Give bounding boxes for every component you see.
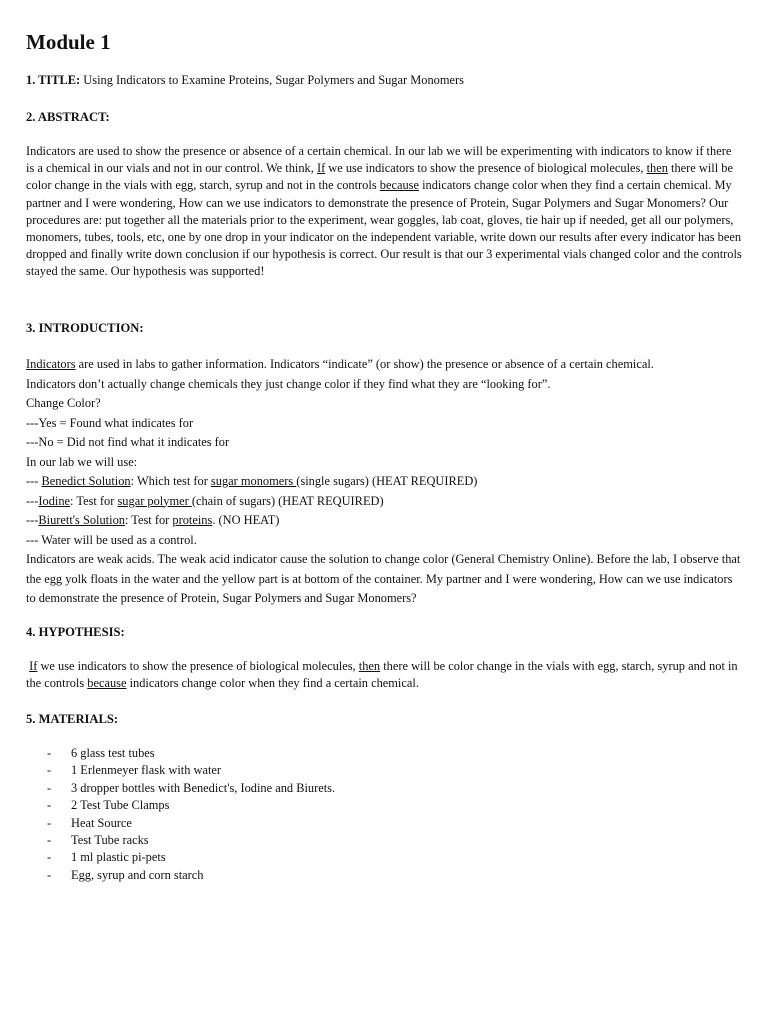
intro-iodine-line: ---Iodine: Test for sugar polymer (chain of sugars) (HEAT REQUIRED) bbox=[26, 493, 384, 508]
list-item: - Egg, syrup and corn starch bbox=[47, 867, 204, 882]
materials-list-container bbox=[26, 745, 746, 884]
abstract-heading: 2. ABSTRACT: bbox=[26, 110, 110, 124]
hypothesis-paragraph: If we use indicators to show the presence of biological molecules, then there will be color change in the vials with egg, starch, syrup and not in the controls because indicators change color when they find a certain chemical. bbox=[26, 659, 738, 691]
intro-line-5: ---No = Did not find what it indicates for bbox=[26, 435, 230, 449]
list-item: - 1 ml plastic pi-pets bbox=[47, 850, 166, 865]
abstract-if: If bbox=[316, 161, 326, 176]
materials-list bbox=[26, 745, 746, 884]
list-item: - 2 Test Tube Clamps bbox=[47, 798, 170, 813]
hypothesis-heading: 4. HYPOTHESIS: bbox=[26, 625, 125, 639]
intro-benedict-line: --- Benedict Solution: Which test for sugar monomers (single sugars) (HEAT REQUIRED) bbox=[26, 474, 478, 488]
intro-closing-paragraph: Indicators are weak acids. The weak acid indicator cause the solution to change color (General Chemistry Online). Before the lab, I observe that the egg yolk floats in the water and the yellow part is at bottom of the container. My partner and I were wondering, How can we use indicators to demonstrate the presence of Protein, Sugar Polymers and Sugar Monomers? bbox=[26, 552, 741, 605]
list-item: - Test Tube racks bbox=[47, 833, 149, 848]
hypothesis-because: because bbox=[87, 676, 127, 691]
hypothesis-then: then bbox=[358, 659, 381, 673]
abstract-paragraph: Indicators are used to show the presence or absence of a certain chemical. In our lab we will be experimenting with indicators to know if there is a chemical in our vials and not in our control. We think, If we use indicators to show the presence of biological molecules, then there will be color change in the vials with egg, starch, syrup and not in the controls because indicators change color when they find a certain chemical. My partner and I were wondering, How can we use indicators to demonstrate the presence of Protein, Sugar Polymers and Sugar Monomers? Our procedures are: put together all the materials prior to the experiment, wear goggles, lab coat, gloves, tie hair up if needed, get all our polymers, monomers, tubes, tools, etc, one by one drop in your indicator on the independent variable, write down our results after every indicator has been dropped and finally write down conclusion if our hypothesis is correct. Our result is that our 3 experimental vials changed color and the controls stayed the same. Our hypothesis was supported! bbox=[26, 144, 742, 279]
materials-heading: 5. MATERIALS: bbox=[26, 712, 119, 726]
abstract-because: because bbox=[379, 178, 419, 193]
intro-line-4: ---Yes = Found what indicates for bbox=[26, 415, 194, 430]
introduction-heading: 3. INTRODUCTION: bbox=[26, 321, 144, 335]
title-section bbox=[26, 72, 746, 89]
title-text: Using Indicators to Examine Proteins, Sugar Polymers and Sugar Monomers bbox=[83, 73, 464, 87]
abstract-then: then bbox=[646, 161, 668, 176]
list-item: - 1 Erlenmeyer flask with water bbox=[47, 763, 222, 778]
intro-line-1: Indicators are used in labs to gather information. Indicators “indicate” (or show) the presence or absence of a certain chemical. bbox=[26, 357, 654, 371]
introduction-body bbox=[26, 355, 742, 609]
hypothesis-if: If bbox=[29, 659, 38, 673]
intro-line-6: In our lab we will use: bbox=[26, 454, 138, 469]
module-title: Module 1 bbox=[26, 30, 111, 54]
intro-water-line: --- Water will be used as a control. bbox=[26, 532, 197, 547]
intro-line-2: Indicators don’t actually change chemicals they just change color if they find what they are “looking for”. bbox=[26, 376, 551, 391]
title-label: 1. TITLE: bbox=[26, 73, 81, 87]
list-item: - Heat Source bbox=[47, 815, 132, 830]
intro-line-3: Change Color? bbox=[26, 396, 101, 410]
list-item: - 6 glass test tubes bbox=[47, 746, 155, 760]
list-item: - 3 dropper bottles with Benedict's, Iodine and Biurets. bbox=[47, 780, 336, 795]
intro-biuret-line: ---Biurett's Solution: Test for proteins. (NO HEAT) bbox=[26, 513, 280, 527]
